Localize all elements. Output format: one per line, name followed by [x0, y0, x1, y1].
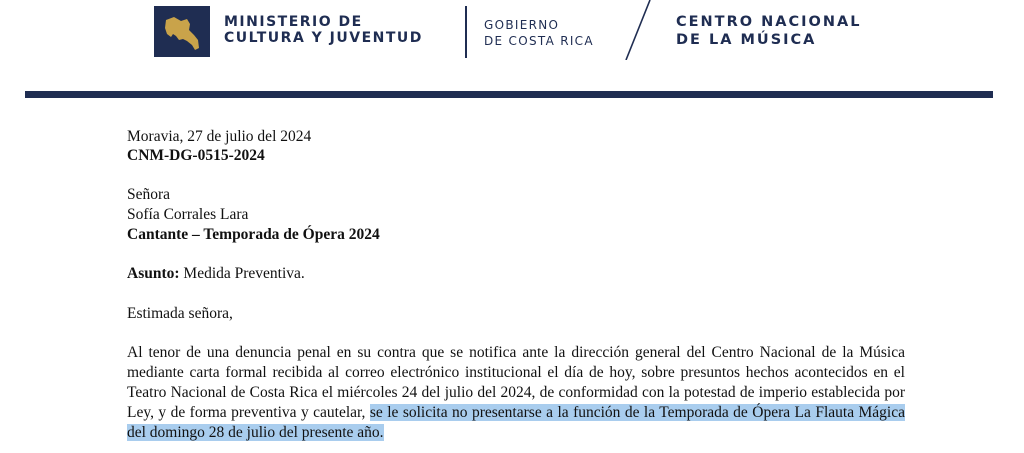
- recipient-role: Cantante – Temporada de Ópera 2024: [127, 226, 380, 243]
- header-rule: [25, 91, 993, 98]
- subject-text: Medida Preventiva.: [179, 265, 305, 282]
- costa-rica-map-icon: [154, 6, 210, 57]
- salutation-title: Señora: [127, 186, 171, 203]
- ministry-name-line1: MINISTERIO DE: [224, 14, 363, 30]
- center-name: [676, 13, 861, 49]
- highlighted-request: se le solicita no presentarse a la función de la Temporada de Ópera La Flauta Mágica del domingo 28 de julio del presente año.: [127, 404, 905, 441]
- center-name-line2: DE LA MÚSICA: [676, 32, 817, 48]
- government-name-line1: GOBIERNO: [484, 18, 560, 32]
- subject-label: Asunto:: [127, 265, 180, 282]
- reference-number: CNM-DG-0515-2024: [127, 147, 265, 164]
- government-name: [484, 17, 594, 49]
- recipient-name: Sofía Corrales Lara: [127, 206, 249, 223]
- subject-line: [127, 264, 305, 284]
- ministry-name: [224, 14, 423, 46]
- place-date: Moravia, 27 de julio del 2024: [127, 128, 312, 145]
- header-slash-divider: [620, 0, 654, 60]
- government-name-line2: DE COSTA RICA: [484, 34, 594, 48]
- ministry-logo: [154, 6, 210, 57]
- center-name-line1: CENTRO NACIONAL: [676, 14, 862, 30]
- greeting: Estimada señora,: [127, 305, 233, 322]
- body-text: Al tenor de una denuncia penal en su contra que se notifica ante la dirección general del Centro Nacional de la Música mediante carta formal recibida al correo electrónico institucional el día de hoy, sobre presuntos hechos acontecidos en el Teatro Nacional de Costa Rica el miércoles 24 del julio del 2024, de conformidad con la potestad de imperio establecida por Ley, y de forma preventiva y cautelar,: [127, 344, 905, 421]
- ministry-name-line2: CULTURA Y JUVENTUD: [224, 30, 423, 46]
- header-divider: [465, 6, 467, 58]
- letterhead: [0, 0, 1024, 100]
- body-paragraph: [127, 343, 905, 443]
